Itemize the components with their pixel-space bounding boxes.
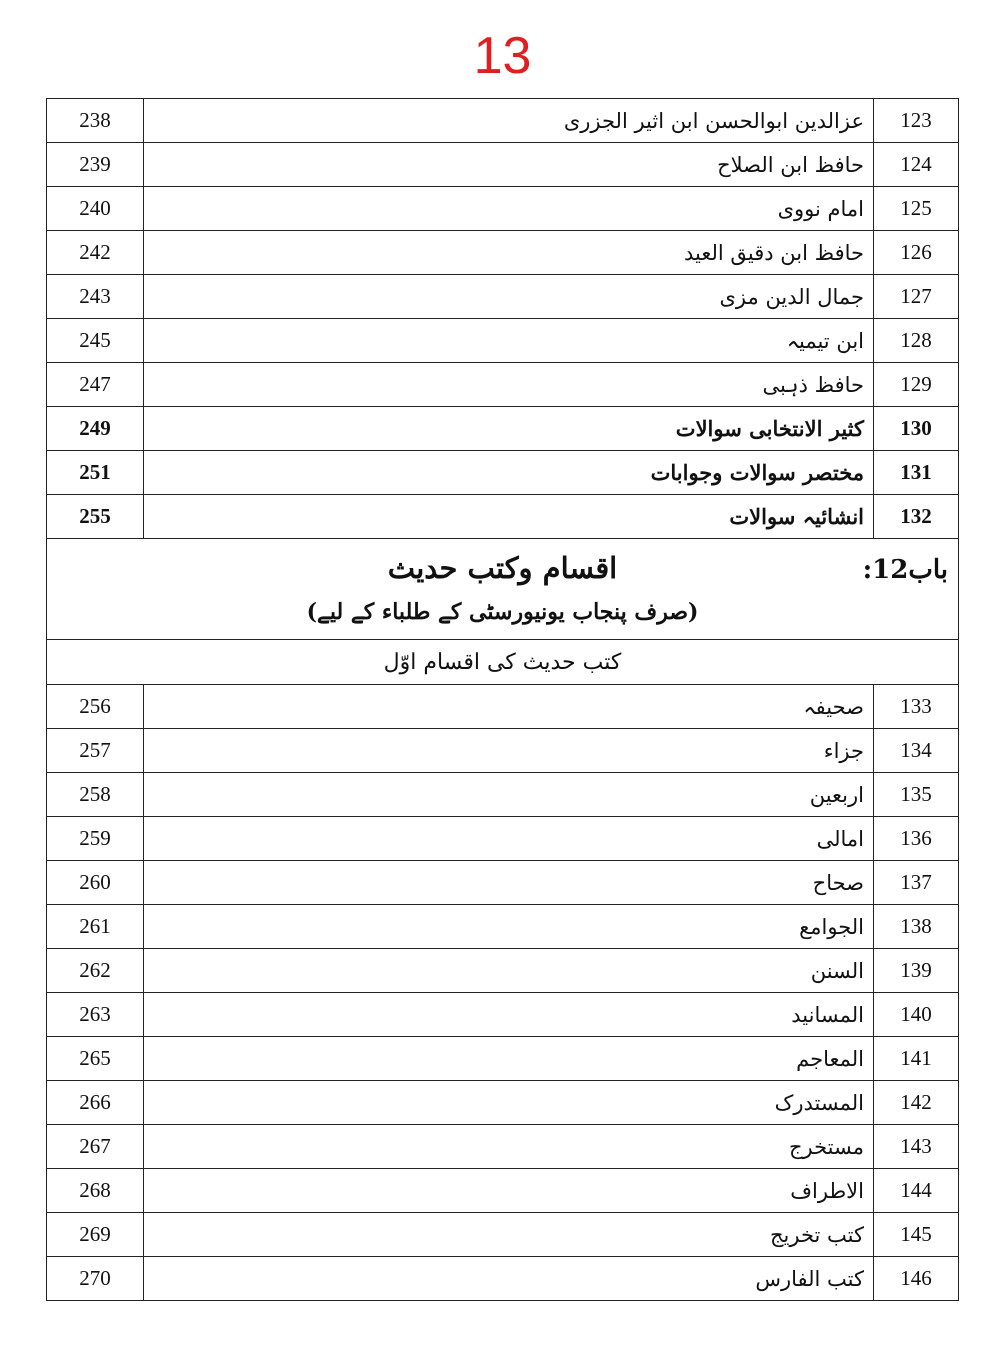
entry-page: 257 <box>47 729 144 773</box>
entry-page: 258 <box>47 773 144 817</box>
table-row <box>47 275 959 319</box>
chapter-row <box>47 539 959 640</box>
entry-page: 259 <box>47 817 144 861</box>
table-row <box>47 685 959 729</box>
table-row <box>47 231 959 275</box>
entry-title: الاطراف <box>144 1169 874 1213</box>
entry-title: عزالدین ابوالحسن ابن اثیر الجزری <box>144 99 874 143</box>
entry-title: ابن تیمیہ <box>144 319 874 363</box>
table-row <box>47 451 959 495</box>
entry-number: 138 <box>874 905 959 949</box>
table-row <box>47 407 959 451</box>
page-number: 13 <box>473 27 532 85</box>
entry-title: صحاح <box>144 861 874 905</box>
entry-page: 240 <box>47 187 144 231</box>
entry-page: 262 <box>47 949 144 993</box>
table-row <box>47 861 959 905</box>
table-row <box>47 949 959 993</box>
table-row <box>47 99 959 143</box>
entry-page: 255 <box>47 495 144 539</box>
entry-page: 267 <box>47 1125 144 1169</box>
entry-title: حافظ ذہبی <box>144 363 874 407</box>
table-row <box>47 905 959 949</box>
entry-number: 133 <box>874 685 959 729</box>
table-row <box>47 143 959 187</box>
entry-page: 239 <box>47 143 144 187</box>
entry-page: 238 <box>47 99 144 143</box>
entry-number: 139 <box>874 949 959 993</box>
entry-number: 135 <box>874 773 959 817</box>
table-row <box>47 817 959 861</box>
chapter-title: اقسام وکتب حدیث <box>387 551 618 585</box>
table-row <box>47 187 959 231</box>
entry-page: 268 <box>47 1169 144 1213</box>
entry-page: 249 <box>47 407 144 451</box>
table-row <box>47 495 959 539</box>
entry-number: 131 <box>874 451 959 495</box>
chapter-label: باب12: <box>862 555 948 585</box>
entry-page: 261 <box>47 905 144 949</box>
entry-page: 263 <box>47 993 144 1037</box>
table-row <box>47 993 959 1037</box>
table-row <box>47 319 959 363</box>
entry-title: السنن <box>144 949 874 993</box>
entry-title: جزاء <box>144 729 874 773</box>
entry-title: کتب تخریج <box>144 1213 874 1257</box>
entry-number: 128 <box>874 319 959 363</box>
entry-number: 140 <box>874 993 959 1037</box>
table-row <box>47 1213 959 1257</box>
entry-number: 144 <box>874 1169 959 1213</box>
entry-page: 251 <box>47 451 144 495</box>
chapter-subtitle: (صرف پنجاب یونیورسٹی کے طلباء کے لیے) <box>306 599 699 625</box>
table-row <box>47 729 959 773</box>
entry-title: المسانید <box>144 993 874 1037</box>
entry-title: صحیفہ <box>144 685 874 729</box>
section-title: کتب حدیث کی اقسام اوّل <box>47 640 959 685</box>
entry-title: مستخرج <box>144 1125 874 1169</box>
entry-page: 265 <box>47 1037 144 1081</box>
entry-number: 146 <box>874 1257 959 1301</box>
entry-number: 126 <box>874 231 959 275</box>
entry-number: 124 <box>874 143 959 187</box>
entry-number: 129 <box>874 363 959 407</box>
entry-page: 256 <box>47 685 144 729</box>
entry-number: 134 <box>874 729 959 773</box>
entry-number: 127 <box>874 275 959 319</box>
entry-number: 143 <box>874 1125 959 1169</box>
entry-title: مختصر سوالات وجوابات <box>144 451 874 495</box>
entry-title: امالی <box>144 817 874 861</box>
table-row <box>47 1037 959 1081</box>
entry-number: 125 <box>874 187 959 231</box>
entry-page: 243 <box>47 275 144 319</box>
chapter-cell <box>47 539 959 640</box>
table-row <box>47 1081 959 1125</box>
entry-title: امام نووی <box>144 187 874 231</box>
entry-number: 142 <box>874 1081 959 1125</box>
entry-number: 123 <box>874 99 959 143</box>
entry-page: 260 <box>47 861 144 905</box>
entry-page: 242 <box>47 231 144 275</box>
entry-title: حافظ ابن دقیق العید <box>144 231 874 275</box>
entry-page: 266 <box>47 1081 144 1125</box>
table-row <box>47 1257 959 1301</box>
entry-title: المستدرک <box>144 1081 874 1125</box>
entry-page: 247 <box>47 363 144 407</box>
entry-number: 141 <box>874 1037 959 1081</box>
entry-number: 130 <box>874 407 959 451</box>
entry-title: المعاجم <box>144 1037 874 1081</box>
entry-title: اربعین <box>144 773 874 817</box>
entry-number: 137 <box>874 861 959 905</box>
entry-title: الجوامع <box>144 905 874 949</box>
entry-title: حافظ ابن الصلاح <box>144 143 874 187</box>
table-row <box>47 1125 959 1169</box>
entry-title: کثیر الانتخابی سوالات <box>144 407 874 451</box>
entry-page: 245 <box>47 319 144 363</box>
table-row <box>47 363 959 407</box>
entry-title: جمال الدین مزی <box>144 275 874 319</box>
entry-number: 136 <box>874 817 959 861</box>
entry-title: انشائیہ سوالات <box>144 495 874 539</box>
entry-title: کتب الفارس <box>144 1257 874 1301</box>
table-of-contents <box>46 98 959 1301</box>
section-row <box>47 640 959 685</box>
entry-page: 270 <box>47 1257 144 1301</box>
table-row <box>47 1169 959 1213</box>
entry-page: 269 <box>47 1213 144 1257</box>
entry-number: 145 <box>874 1213 959 1257</box>
entry-number: 132 <box>874 495 959 539</box>
table-row <box>47 773 959 817</box>
